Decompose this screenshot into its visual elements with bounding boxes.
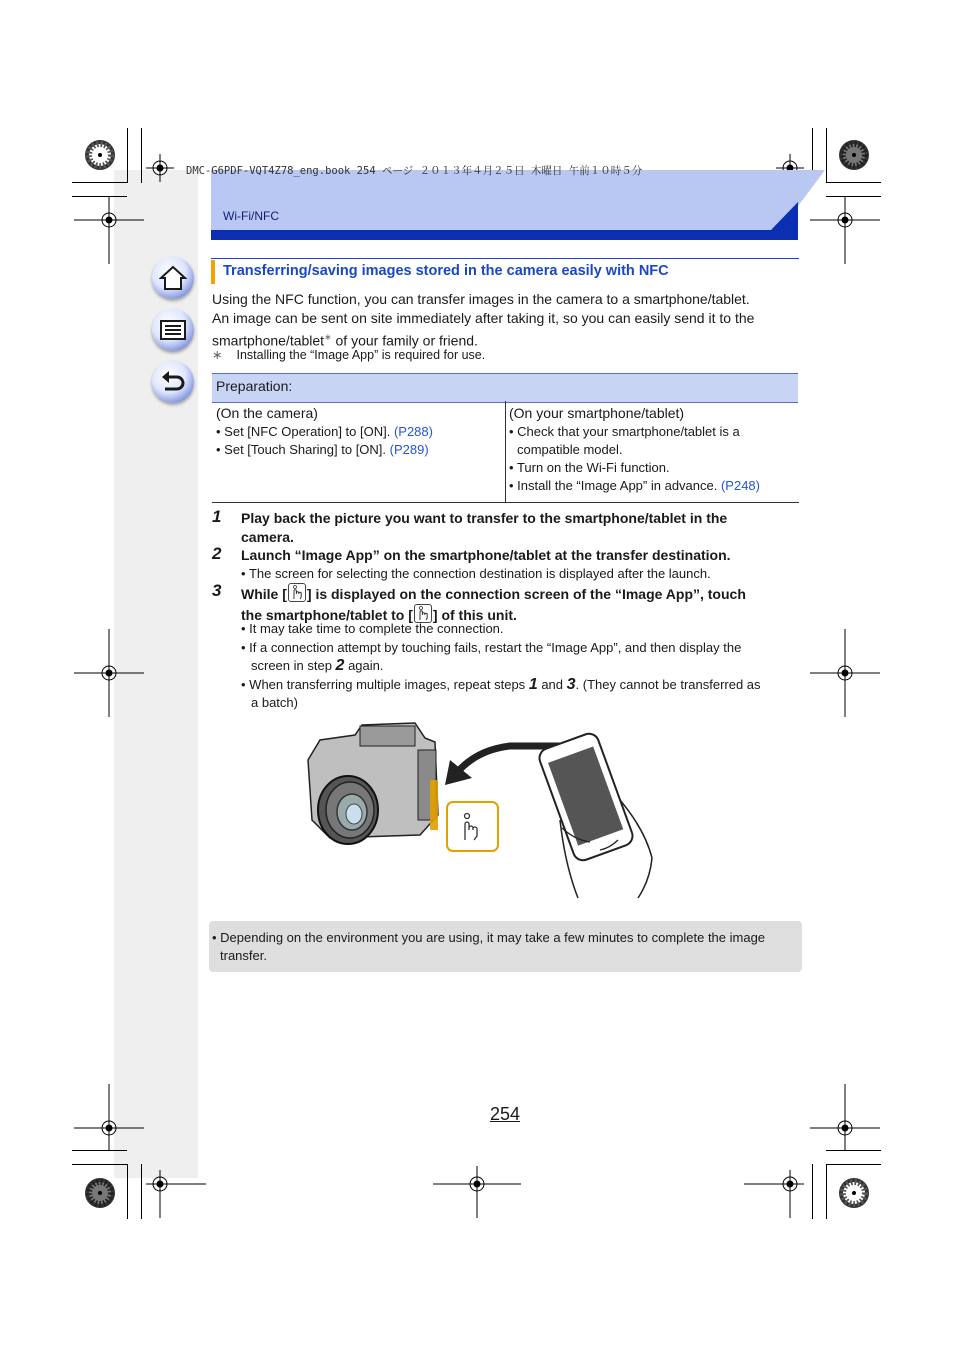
intro-line: Using the NFC function, you can transfer images in the camera to a smartphone/tablet. bbox=[212, 291, 750, 307]
footnote: ∗ Installing the “Image App” is required for use. bbox=[212, 348, 486, 362]
p288-link[interactable]: (P288) bbox=[393, 424, 433, 439]
note-box bbox=[209, 921, 802, 972]
nfc-touch-icon bbox=[288, 583, 306, 602]
list-item: • Check that your smartphone/tablet is a bbox=[509, 424, 740, 439]
menu-list-icon bbox=[159, 316, 187, 344]
page-number: 254 bbox=[490, 1104, 521, 1124]
step-3-number: 3 bbox=[212, 581, 222, 600]
preparation-divider bbox=[505, 401, 506, 502]
list-item: • It may take time to complete the connection. bbox=[241, 621, 504, 636]
title-rule bbox=[211, 258, 799, 259]
home-button[interactable] bbox=[152, 257, 194, 299]
list-item-cont: screen in step 2 again. bbox=[251, 657, 384, 674]
p248-link[interactable]: (P248) bbox=[720, 478, 760, 493]
section-header-band bbox=[211, 170, 825, 242]
camera-icon bbox=[308, 723, 438, 844]
step-2-number: 2 bbox=[212, 544, 222, 563]
nfc-transfer-illustration bbox=[300, 720, 670, 905]
page-title: Transferring/saving images stored in the camera easily with NFC bbox=[223, 263, 669, 279]
title-accent bbox=[211, 260, 215, 284]
intro-line: An image can be sent on site immediately after taking it, so you can easily send it to the bbox=[212, 310, 755, 326]
list-item: • If a connection attempt by touching fails, restart the “Image App”, and then display the bbox=[241, 639, 742, 655]
print-header: DMC-G6PDF-VQT4Z78_eng.book 254 ページ ２０１３年４月２５日 木曜日 午前１０時５分 bbox=[186, 165, 643, 177]
intro-paragraph bbox=[212, 290, 802, 351]
section-label: Wi-Fi/NFC bbox=[223, 209, 279, 223]
list-item-cont: a batch) bbox=[251, 695, 298, 710]
smartphone-icon bbox=[537, 731, 652, 898]
list-item: • Set [NFC Operation] to [ON]. (P288) bbox=[216, 424, 433, 439]
camera-preparation bbox=[216, 404, 502, 459]
preparation-header: Preparation: bbox=[212, 373, 798, 403]
step-3-notes bbox=[241, 620, 801, 713]
intro-line: smartphone/tablet∗ of your family or friend. bbox=[212, 332, 478, 349]
note-line: • Depending on the environment you are using, it may take a few minutes to complete the image bbox=[212, 930, 766, 945]
home-icon bbox=[159, 264, 187, 292]
p289-link[interactable]: (P289) bbox=[389, 442, 429, 457]
list-item: • Install the “Image App” in advance. (P248) bbox=[509, 478, 760, 493]
note-line: transfer. bbox=[220, 948, 267, 963]
back-button[interactable] bbox=[152, 361, 194, 403]
list-item: • Set [Touch Sharing] to [ON]. (P289) bbox=[216, 442, 429, 457]
back-arrow-icon bbox=[159, 368, 187, 396]
camera-heading: (On the camera) bbox=[216, 405, 318, 421]
step-3-text: While [ ] is displayed on the connection screen of the “Image App”, touch the smartphone/tablet to [ ] of this unit. bbox=[241, 583, 801, 625]
smartphone-preparation bbox=[509, 404, 797, 495]
menu-button[interactable] bbox=[152, 309, 194, 351]
list-item-cont: compatible model. bbox=[517, 442, 623, 457]
list-item: • When transferring multiple images, repeat steps 1 and 3. (They cannot be transferred as bbox=[241, 675, 761, 693]
step-2-note: • The screen for selecting the connection destination is displayed after the launch. bbox=[241, 566, 711, 581]
list-item: • Turn on the Wi-Fi function. bbox=[509, 460, 670, 475]
step-1-text: Play back the picture you want to transfer to the smartphone/tablet in the camera. bbox=[241, 510, 728, 545]
step-2-text: Launch “Image App” on the smartphone/tablet at the transfer destination. bbox=[241, 547, 731, 563]
smartphone-heading: (On your smartphone/tablet) bbox=[509, 405, 685, 421]
step-1-number: 1 bbox=[212, 507, 222, 526]
